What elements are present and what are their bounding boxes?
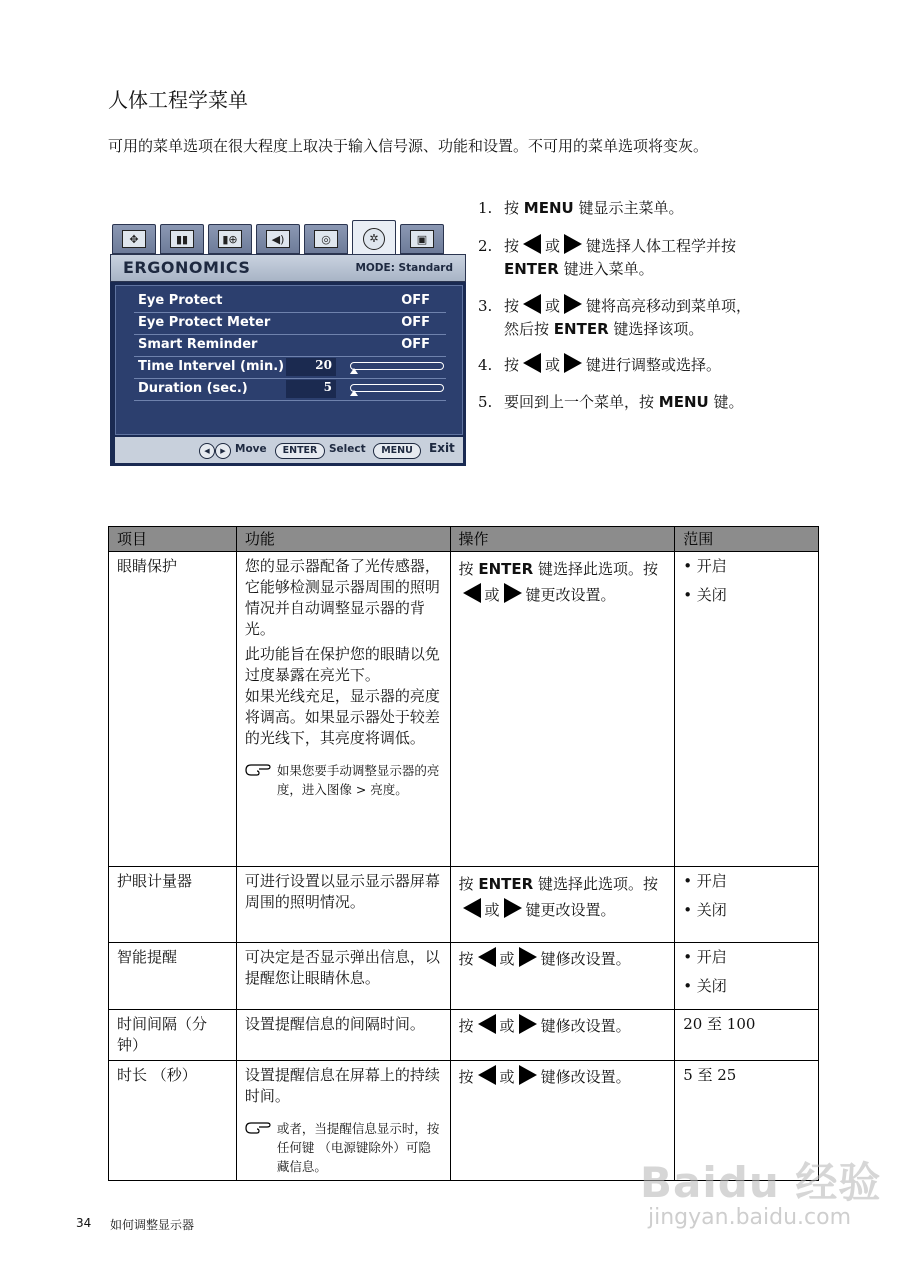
page-title: 人体工程学菜单 — [108, 88, 248, 112]
range-option: • 关闭 — [683, 901, 727, 919]
function-cell — [236, 1061, 450, 1181]
op-text: 或 — [499, 950, 515, 968]
osd-menu-key: MENU — [373, 443, 421, 459]
right-arrow-icon — [504, 898, 522, 918]
menu-key-label: MENU — [658, 393, 709, 411]
display-adjust-icon: ✥ — [122, 230, 146, 248]
enter-key-label: ENTER — [504, 260, 559, 278]
osd-row-value: OFF — [401, 315, 430, 330]
note — [245, 761, 442, 799]
osd-tab-ergonomics — [352, 220, 396, 256]
function-cell: 可进行设置以显示显示器屏幕周围的照明情况。 — [236, 867, 450, 943]
range-option: • 开启 — [683, 872, 727, 890]
step-text: 键将高亮移动到菜单项， — [586, 297, 752, 315]
osd-mode: MODE: Standard — [355, 262, 453, 274]
osd-tab-info — [400, 224, 444, 254]
range-option: • 开启 — [683, 557, 727, 575]
function-cell: 设置提醒信息的间隔时间。 — [236, 1010, 450, 1061]
item-cell: 智能提醒 — [109, 943, 237, 1010]
step-4 — [478, 353, 721, 377]
step-number: 3. — [478, 297, 493, 315]
function-cell: 可决定是否显示弹出信息，以提醒您让眼睛休息。 — [236, 943, 450, 1010]
op-text: 或 — [484, 586, 500, 604]
osd-title: ERGONOMICS — [123, 258, 251, 277]
settings-icon: ◎ — [314, 230, 338, 248]
footer-text: 如何调整显示器 — [110, 1218, 195, 1232]
op-text: 按 — [458, 875, 474, 893]
picture-advanced-icon: ▮⊕ — [218, 230, 242, 248]
step-text: 键选择人体工程学并按 — [586, 237, 737, 255]
osd-tab-picture — [160, 224, 204, 254]
function-cell — [236, 552, 450, 867]
op-text: 键修改设置。 — [540, 950, 631, 968]
op-text: 按 — [458, 560, 474, 578]
step-text: 然后按 — [504, 320, 550, 338]
op-text: 或 — [484, 901, 500, 919]
osd-tab-system — [304, 224, 348, 254]
osd-body — [110, 282, 466, 466]
osd-row-number: 20 — [286, 358, 336, 376]
osd-slider-knob — [350, 368, 358, 374]
op-text: 键选择此选项。按 — [537, 560, 658, 578]
osd-row-value: OFF — [401, 337, 430, 352]
menu-key-label: MENU — [523, 199, 574, 217]
step-text: 键。 — [713, 393, 744, 411]
op-text: 按 — [458, 950, 474, 968]
table-row — [109, 1010, 819, 1061]
speaker-icon: ◀) — [266, 230, 290, 248]
item-cell: 时长 （秒） — [109, 1061, 237, 1181]
right-arrow-icon — [564, 294, 582, 314]
step-text: 按 — [504, 356, 520, 374]
enter-key-label: ENTER — [478, 875, 534, 893]
right-arrow-icon — [564, 234, 582, 254]
step-text: 或 — [545, 237, 561, 255]
range-cell — [675, 552, 819, 867]
watermark-url: jingyan.baidu.com — [648, 1205, 852, 1230]
osd-row-label: Time Intervel (min.) — [138, 359, 285, 374]
osd-slider-track — [350, 362, 444, 370]
range-option: • 关闭 — [683, 977, 727, 995]
column-header: 操作 — [450, 527, 675, 552]
function-text: 如果光线充足，显示器的亮度将调高。如果显示器处于较差的光线下，其亮度将调低。 — [244, 687, 440, 747]
osd-tab-bar — [110, 220, 466, 256]
watermark-logo: Baidu 经验 — [640, 1158, 882, 1207]
step-text: 按 — [504, 199, 520, 217]
osd-row-duration — [134, 378, 446, 401]
osd-slider-track — [350, 384, 444, 392]
op-text: 按 — [458, 1017, 474, 1035]
op-text: 或 — [499, 1068, 515, 1086]
column-header: 范围 — [675, 527, 819, 552]
step-text: 键显示主菜单。 — [578, 199, 684, 217]
op-text: 键选择此选项。按 — [537, 875, 658, 893]
osd-exit-label: Exit — [429, 441, 455, 455]
function-text: 此功能旨在保护您的眼睛以免过度暴露在亮光下。 — [244, 645, 440, 684]
osd-tab-audio — [256, 224, 300, 254]
left-arrow-icon — [478, 947, 496, 967]
osd-tab-picture-advanced — [208, 224, 252, 254]
note-text: 或者，当提醒信息显示时，按任何键 （电源键除外）可隐藏信息。 — [276, 1121, 440, 1174]
note — [245, 1119, 442, 1176]
right-arrow-icon — [564, 353, 582, 373]
osd-select-label: Select — [329, 443, 366, 455]
item-cell: 眼睛保护 — [109, 552, 237, 867]
item-cell: 时间间隔（分钟） — [109, 1010, 237, 1061]
step-text: 或 — [545, 356, 561, 374]
op-text: 或 — [499, 1017, 515, 1035]
left-arrow-icon — [463, 583, 481, 603]
settings-table — [108, 526, 819, 1181]
range-option: • 关闭 — [683, 586, 727, 604]
operation-cell — [450, 1010, 675, 1061]
osd-move-label: Move — [235, 443, 267, 455]
range-cell — [675, 867, 819, 943]
range-cell — [675, 943, 819, 1010]
step-number: 5. — [478, 393, 493, 411]
op-text: 键更改设置。 — [525, 901, 616, 919]
right-arrow-icon: ▶ — [215, 443, 231, 459]
left-arrow-icon: ◀ — [199, 443, 215, 459]
column-header: 项目 — [109, 527, 237, 552]
osd-enter-key: ENTER — [275, 443, 325, 459]
step-3 — [478, 294, 751, 341]
right-arrow-icon — [519, 947, 537, 967]
osd-row-time-interval — [134, 356, 446, 379]
enter-key-label: ENTER — [553, 320, 609, 338]
left-arrow-icon — [478, 1014, 496, 1034]
page-number: 34 — [76, 1216, 92, 1230]
left-arrow-icon — [523, 353, 541, 373]
right-arrow-icon — [504, 583, 522, 603]
osd-row-eye-protect — [134, 290, 446, 313]
left-arrow-icon — [523, 294, 541, 314]
osd-slider-knob — [350, 390, 358, 396]
operation-cell — [450, 867, 675, 943]
step-text: 键选择该项。 — [613, 320, 704, 338]
left-arrow-icon — [523, 234, 541, 254]
osd-row-value: OFF — [401, 293, 430, 308]
enter-key-label: ENTER — [478, 560, 534, 578]
pointing-hand-icon — [245, 763, 271, 777]
step-text: 要回到上一个菜单，按 — [504, 393, 655, 411]
intro-paragraph: 可用的菜单选项在很大程度上取决于输入信号源、功能和设置。不可用的菜单选项将变灰。 — [108, 137, 709, 155]
step-number: 4. — [478, 356, 493, 374]
osd-row-label: Smart Reminder — [138, 337, 258, 352]
step-5 — [478, 391, 744, 414]
op-text: 键修改设置。 — [540, 1068, 631, 1086]
osd-row-smart-reminder — [134, 334, 446, 357]
osd-tab-display — [112, 224, 156, 254]
osd-row-number: 5 — [286, 380, 336, 398]
function-text: 您的显示器配备了光传感器，它能够检测显示器周围的照明情况并自动调整显示器的背光。 — [244, 557, 440, 638]
step-1 — [478, 197, 684, 220]
osd-row-label: Eye Protect Meter — [138, 315, 271, 330]
op-text: 按 — [458, 1068, 474, 1086]
pointing-hand-icon — [245, 1121, 271, 1135]
range-cell: 5 至 25 — [675, 1061, 819, 1181]
osd-row-label: Duration (sec.) — [138, 381, 248, 396]
picture-icon: ▮▮ — [170, 230, 194, 248]
ergonomics-icon: ✲ — [363, 228, 385, 250]
table-row — [109, 552, 819, 867]
osd-row-eye-protect-meter — [134, 312, 446, 335]
monitor-icon: ▣ — [410, 230, 434, 248]
right-arrow-icon — [519, 1014, 537, 1034]
column-header: 功能 — [236, 527, 450, 552]
step-2 — [478, 234, 736, 281]
table-row — [109, 943, 819, 1010]
step-text: 或 — [545, 297, 561, 315]
operation-cell — [450, 943, 675, 1010]
table-header-row — [109, 527, 819, 552]
right-arrow-icon — [519, 1065, 537, 1085]
left-arrow-icon — [463, 898, 481, 918]
osd-row-label: Eye Protect — [138, 293, 223, 308]
osd-footer — [115, 437, 463, 463]
step-text: 按 — [504, 297, 520, 315]
range-cell: 20 至 100 — [675, 1010, 819, 1061]
osd-menu-illustration — [110, 220, 466, 466]
op-text: 键更改设置。 — [525, 586, 616, 604]
item-cell: 护眼计量器 — [109, 867, 237, 943]
step-text: 键进入菜单。 — [563, 260, 654, 278]
table-row — [109, 867, 819, 943]
step-text: 键进行调整或选择。 — [586, 356, 722, 374]
step-number: 2. — [478, 237, 493, 255]
note-text: 如果您要手动调整显示器的亮度，进入图像 > 亮度。 — [276, 763, 440, 797]
step-number: 1. — [478, 199, 493, 217]
range-option: • 开启 — [683, 948, 727, 966]
osd-panel — [115, 285, 463, 435]
left-arrow-icon — [478, 1065, 496, 1085]
step-text: 按 — [504, 237, 520, 255]
operation-cell — [450, 552, 675, 867]
function-text: 设置提醒信息在屏幕上的持续时间。 — [244, 1066, 440, 1105]
op-text: 键修改设置。 — [540, 1017, 631, 1035]
osd-header — [110, 254, 466, 282]
